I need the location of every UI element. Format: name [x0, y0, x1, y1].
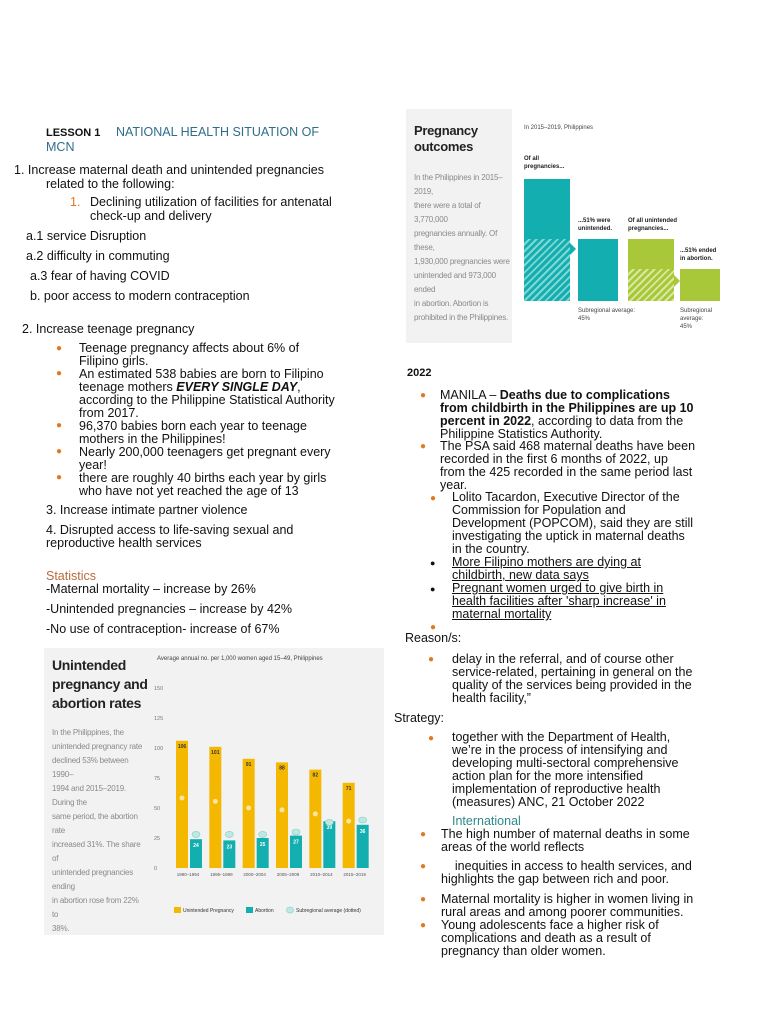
bullet-icon: ●: [430, 584, 436, 594]
manila-line4: Philippine Statistics Authority.: [440, 427, 603, 441]
item-2: 2. Increase teenage pregnancy: [22, 322, 195, 336]
psa-line2: recorded in the first 6 months of 2022, up: [440, 452, 668, 466]
y-tick-label: 75: [154, 776, 161, 782]
lolito-line3: Development (POPCOM), said they are still: [452, 516, 694, 530]
bar-unintended: [578, 239, 618, 301]
data-label: 39: [326, 825, 333, 832]
bullet-icon: ●: [420, 390, 427, 401]
legend-label: Abortion: [255, 908, 274, 914]
strategy-line5: implementation of reproductive health: [452, 782, 661, 796]
data-label: 24: [193, 843, 199, 850]
intl-1-line2: areas of the world reflects: [441, 840, 585, 854]
intl-2-line1: inequities in access to health services, and: [441, 859, 692, 873]
marker-dot: [346, 819, 351, 824]
teen-4-line2: year!: [79, 458, 107, 472]
intl-4-line1: Young adolescents face a higher risk of: [441, 918, 659, 932]
data-label: 106: [177, 743, 187, 750]
teen-2-line4: from 2017.: [79, 406, 139, 420]
outcomes-chart-panel: [512, 109, 736, 343]
legend-swatch-abortion: [246, 907, 253, 913]
data-label: 71: [345, 785, 352, 792]
marker-dot: [280, 807, 285, 812]
arrow-icon: [570, 243, 576, 255]
manila-line1: MANILA – Deaths due to complications: [440, 388, 670, 402]
data-label: 25: [259, 842, 266, 848]
item-a3: a.3 fear of having COVID: [30, 269, 170, 283]
data-label: 91: [245, 761, 252, 768]
news-link-2[interactable]: Pregnant women urged to give birth in health facilities after 'sharp increase' in maternal mortality: [452, 581, 666, 621]
bullet-icon: ●: [420, 920, 427, 931]
data-label: 23: [226, 844, 233, 851]
y-tick-label: 0: [154, 866, 158, 872]
item-1-line1: 1. Increase maternal death and unintended pregnancies: [14, 163, 324, 177]
item-1-line2: related to the following:: [46, 177, 175, 191]
subregional-marker: [225, 831, 233, 837]
figure-title: Unintended pregnancy and abortion rates: [52, 657, 148, 711]
label-all-pregnancies: Of all pregnancies...: [524, 156, 565, 170]
strategy-line1: together with the Department of Health,: [452, 730, 671, 744]
reasons-title: Reason/s:: [405, 631, 462, 645]
intl-3-line1: Maternal mortality is higher in women living in: [441, 892, 694, 906]
subregional-marker: [325, 819, 333, 825]
subregional-marker: [359, 817, 367, 823]
stat-unintended: -Unintended pregnancies – increase by 42%: [46, 602, 292, 616]
legend-label: Unintended Pregnancy: [183, 908, 234, 914]
item-a2: a.2 difficulty in commuting: [26, 249, 170, 263]
international-title: International: [452, 814, 521, 828]
teen-5-line2: who have not yet reached the age of 13: [79, 484, 299, 498]
intl-3-line2: rural areas and among poorer communities.: [441, 905, 684, 919]
label-51-abortion: ...51% ended in abortion.: [680, 248, 717, 262]
reason-line4: health facility,”: [452, 691, 531, 705]
bullet-icon: ●: [56, 420, 63, 431]
outcomes-top-label: In 2015–2019, Philippines: [524, 125, 594, 131]
strategy-line3: developing multi-sectoral comprehensive: [452, 756, 679, 770]
teen-1-line1: Teenage pregnancy affects about 6% of: [79, 341, 300, 355]
manila-line2: from childbirth in the Philippines are up 10: [440, 401, 694, 415]
data-label: 27: [293, 839, 299, 846]
teen-3-line1: 96,370 babies born each year to teenage: [79, 419, 307, 433]
teen-3-line2: mothers in the Philippines!: [79, 432, 226, 446]
news-link-1[interactable]: More Filipino mothers are dying at childbirth, new data says: [452, 555, 641, 582]
bar-unintended: [309, 770, 321, 868]
data-label: 88: [279, 765, 285, 772]
bullet-icon: ●: [428, 733, 435, 744]
hatched-portion: [524, 239, 570, 301]
bullet-icon: ●: [430, 558, 436, 568]
unintended-figure: [44, 648, 384, 935]
strategy-line2: we’re in the process of intensifying and: [452, 743, 668, 757]
bar-unintended: [209, 747, 221, 868]
bullet-icon: ●: [56, 343, 63, 354]
lolito-line2: Commission for Population and: [452, 503, 626, 517]
year-heading: 2022: [407, 367, 432, 379]
teen-1-line2: Filipino girls.: [79, 354, 149, 368]
item-b: b. poor access to modern contraception: [30, 289, 250, 303]
teen-2-line1: An estimated 538 babies are born to Filipino: [79, 367, 324, 381]
subregional-avg-1: Subregional average: 45%: [578, 308, 636, 322]
intl-4-line2: complications and death as a result of: [441, 931, 651, 945]
sub-1-line1: Declining utilization of facilities for antenatal: [90, 195, 332, 209]
item-a1: a.1 service Disruption: [26, 229, 147, 243]
bar-unintended: [343, 783, 355, 868]
statistics-title: Statistics: [46, 569, 97, 583]
bar-unintended: [276, 762, 288, 868]
strategy-line6: (measures) ANC, 21 October 2022: [452, 795, 645, 809]
intl-4-line3: pregnancy than older women.: [441, 944, 606, 958]
teen-4-line1: Nearly 200,000 teenagers get pregnant every: [79, 445, 331, 459]
marker-dot: [213, 799, 218, 804]
bar-unintended: [243, 759, 255, 868]
teen-2-line2: teenage mothers EVERY SINGLE DAY,: [79, 380, 301, 394]
teen-2-line3: according to the Philippine Statistical Authority: [79, 393, 335, 407]
bar-unintended: [176, 741, 188, 868]
lolito-line1: Lolito Tacardon, Executive Director of the: [452, 490, 680, 504]
psa-line3: from the 425 recorded in the same period last: [440, 465, 693, 479]
outcomes-description: In the Philippines in 2015–2019, there were a total of 3,770,000 pregnancies annually. Of these, 1,930,000 pregnancies were unintended and 973,000 ended in abortion. Abortion is prohibited in the Philippines.: [414, 173, 510, 322]
bullet-icon: ●: [420, 894, 427, 905]
legend-label: Subregional average (dotted): [296, 908, 361, 914]
data-label: 36: [359, 828, 366, 835]
stat-maternal: -Maternal mortality – increase by 26%: [46, 582, 256, 596]
x-tick-label: 2015–2019: [343, 872, 366, 877]
x-tick-label: 2000–2004: [243, 872, 266, 877]
intl-2-line2: highlights the gap between rich and poor.: [441, 872, 669, 886]
reason-line3: quality of the services being provided in the: [452, 678, 692, 692]
bullet-icon: ●: [56, 368, 63, 379]
data-label: 101: [211, 749, 220, 756]
sub-1-number: 1.: [70, 195, 81, 209]
subregional-marker: [192, 831, 200, 837]
outcomes-figure: [406, 109, 736, 343]
subregional-marker: [292, 829, 300, 835]
lesson-title-line1: NATIONAL HEALTH SITUATION OF: [116, 125, 320, 139]
bullet-icon: ●: [428, 654, 435, 665]
manila-line3: percent in 2022, according to data from the: [440, 414, 684, 428]
reason-line1: delay in the referral, and of course other: [452, 652, 674, 666]
strategy-line4: action plan for the more intensified: [452, 769, 644, 783]
x-tick-label: 1995–1999: [210, 872, 233, 877]
y-tick-label: 150: [154, 686, 164, 692]
x-tick-label: 1990–1994: [176, 872, 200, 877]
chart-subtitle: Average annual no. per 1,000 women aged 15–49, Philippines: [157, 656, 323, 662]
sub-1-line2: check-up and delivery: [90, 209, 212, 223]
lesson-label: LESSON 1: [46, 127, 101, 139]
y-tick-label: 25: [154, 836, 161, 842]
bullet-icon: ●: [430, 493, 437, 504]
marker-dot: [180, 796, 185, 801]
bullet-icon: ●: [420, 829, 427, 840]
bar-abortion: [680, 269, 720, 301]
subregional-marker: [259, 831, 267, 837]
bullet-icon: ●: [430, 622, 437, 633]
teen-5-line1: there are roughly 40 births each year by girls: [79, 471, 327, 485]
item-4-line2: reproductive health services: [46, 536, 202, 550]
item-3: 3. Increase intimate partner violence: [46, 503, 248, 517]
bullet-icon: ●: [56, 446, 63, 457]
subregional-avg-2: Subregional average: 45%: [680, 308, 713, 330]
bullet-icon: ●: [420, 861, 427, 872]
figure-description: In the Philippines, the unintended pregnancy rate declined 53% between 1990– 1994 and 2015–2019. During the same period, the abortion rate increased 31%. The share of unintended pregnancies ending in abortion rose from 22% to 38%.: [52, 728, 143, 933]
lesson-title-line2: MCN: [46, 140, 75, 154]
legend-swatch-unintended: [174, 907, 181, 913]
stat-contraception: -No use of contraception- increase of 67%: [46, 622, 280, 636]
intl-1-line1: The high number of maternal deaths in some: [441, 827, 690, 841]
item-4-line1: 4. Disrupted access to life-saving sexual and: [46, 523, 294, 537]
label-all-unintended: Of all unintended pregnancies...: [628, 218, 677, 232]
hatched-portion-2: [628, 269, 674, 301]
bullet-icon: ●: [56, 472, 63, 483]
marker-dot: [246, 805, 251, 810]
y-tick-label: 125: [154, 716, 164, 722]
unintended-bar-chart: [152, 678, 380, 928]
data-label: 82: [312, 772, 319, 779]
bullet-icon: ●: [420, 441, 427, 452]
lolito-line4: investigating the uptick in maternal deaths: [452, 529, 685, 543]
y-tick-label: 100: [154, 746, 164, 752]
strategy-title: Strategy:: [394, 711, 445, 725]
reason-line2: service-related, pertaining in general on the: [452, 665, 693, 679]
marker-dot: [313, 811, 318, 816]
x-tick-label: 2005–2009: [276, 872, 300, 877]
legend-swatch-subregional: [287, 907, 294, 913]
psa-line4: year.: [440, 478, 468, 492]
psa-line1: The PSA said 468 maternal deaths have been: [440, 439, 696, 453]
y-tick-label: 50: [154, 806, 161, 812]
label-51-unintended: ...51% were unintended.: [578, 218, 612, 232]
outcomes-title: Pregnancy outcomes: [414, 123, 478, 154]
x-tick-label: 2010–2014: [310, 872, 333, 877]
lolito-line5: in the country.: [452, 542, 530, 556]
